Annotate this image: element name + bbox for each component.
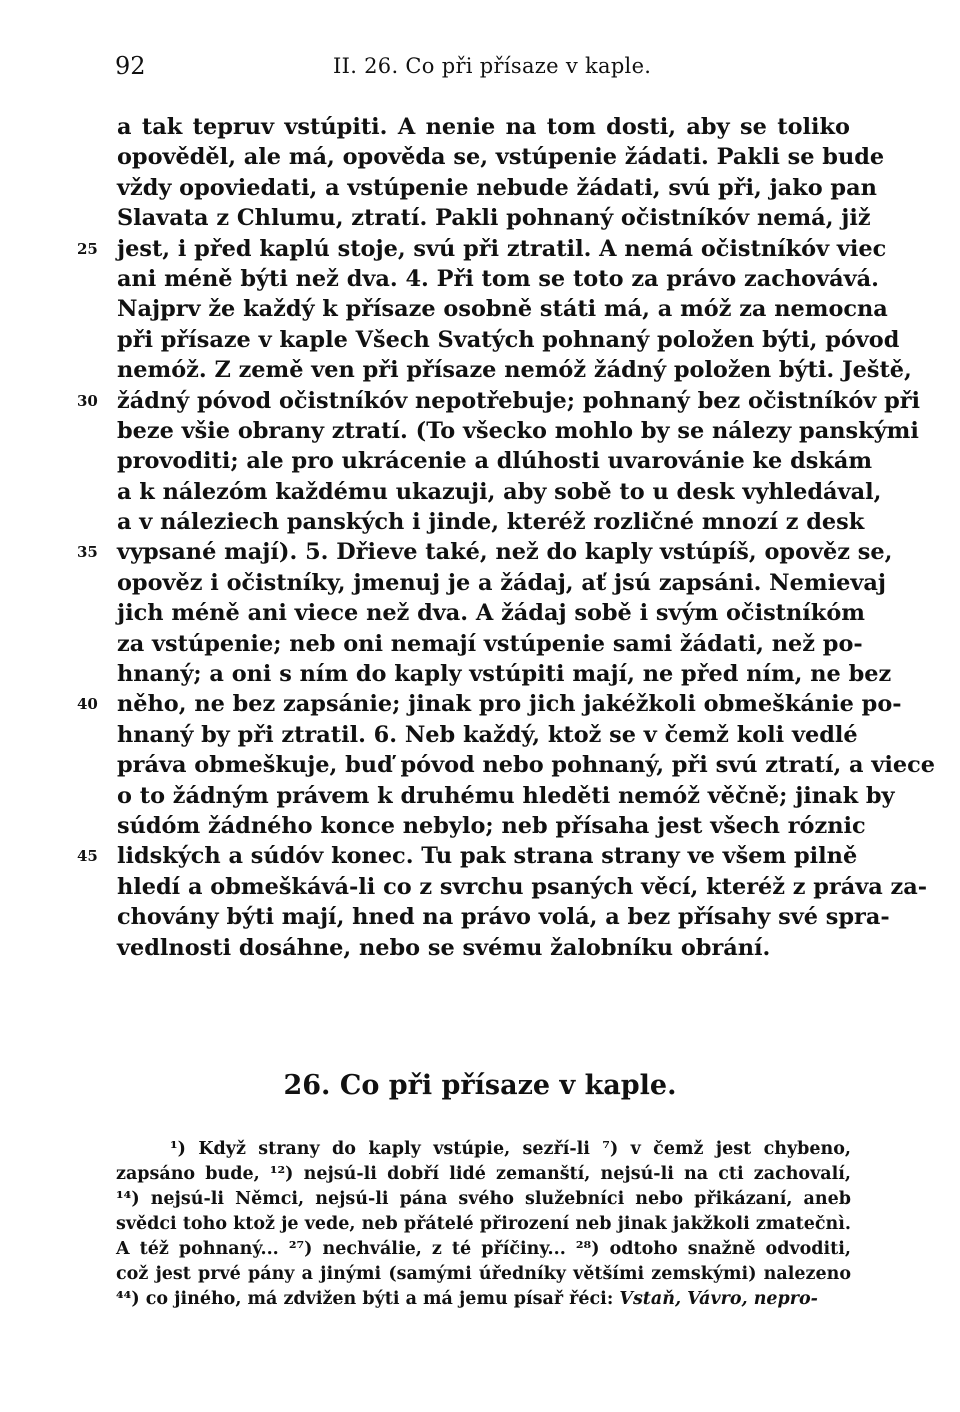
page-number: 92: [115, 52, 146, 80]
footnotes: [116, 1137, 851, 1312]
text-line-numbered: [77, 386, 921, 416]
note-line: ¹) Když strany do kaply vstúpie, sezří-li ⁷) v čemž jest chybeno,: [170, 1139, 851, 1159]
text-line: a tak tepruv vstúpiti. A nenie na tom dosti, aby se toliko: [117, 114, 850, 140]
text-line: nemóž. Z země ven při přísaze nemóž žádný položen býti. Ještě,: [117, 357, 912, 384]
text-line: práva obmeškuje, buď póvod nebo pohnaný, při svú ztratí, a viece: [117, 752, 936, 779]
text-line: vypsané mají). 5. Dřieve také, než do kaply vstúpíš, opověz se,: [117, 539, 893, 566]
text-line-numbered: [77, 234, 887, 264]
text-line: jich méně ani viece než dva. A žádaj sobě i svým očistníkóm: [117, 600, 865, 627]
body-text: [77, 112, 936, 963]
note-line: A též pohnaný... ²⁷) nechválie, z té příčiny... ²⁸) odtoho snažně odvoditi,: [116, 1239, 851, 1259]
note-line: ¹⁴) nejsú-li Němci, nejsú-li pána svého služebníci nebo přikázaní, aneb: [116, 1189, 851, 1209]
line-number: 35: [77, 543, 98, 562]
note-text: ⁴⁴) co jiného, má zdvižen býti a má jemu písař řéci:: [116, 1289, 620, 1309]
line-number: 25: [77, 239, 98, 258]
text-line: hledí a obmeškává-li co z svrchu psaných věcí, kteréž z práva za-: [117, 873, 928, 900]
text-line-numbered: [77, 537, 893, 567]
note-line: zapsáno bude, ¹²) nejsú-li dobří lidé zemanští, nejsú-li na cti zachovalí,: [116, 1164, 851, 1184]
section-heading: 26. Co při přísaze v kaple.: [283, 1070, 677, 1101]
text-line: chovány býti mají, hned na právo volá, a bez přísahy své spra-: [117, 904, 890, 931]
text-line-numbered: [77, 689, 902, 719]
text-line: vedlnosti dosáhne, nebo se svému žalobníku obrání.: [117, 934, 771, 961]
page-header: [115, 52, 850, 82]
text-line: opověz i očistníky, jmenuj je a žádaj, ať jsú zapsáni. Nemievaj: [117, 569, 886, 596]
text-line: ani méně býti než dva. 4. Při tom se toto za právo zachovává.: [117, 265, 879, 292]
text-line: provoditi; ale pro ukrácenie a dlúhosti uvarovánie ke dskám: [117, 448, 873, 475]
text-line: žádný póvod očistníkóv nepotřebuje; pohnaný bez očistníkóv při: [117, 387, 921, 414]
text-line: o to žádným právem k druhému hleděti nemóž věčně; jinak by: [117, 782, 895, 809]
line-number: 40: [77, 695, 98, 714]
text-line: súdóm žádného konce nebylo; neb přísaha jest všech róznic: [117, 812, 866, 839]
text-line-numbered: [77, 841, 858, 871]
text-line: za vstúpenie; neb oni nemají vstúpenie sami žádati, než po-: [117, 630, 863, 657]
line-number: 30: [77, 391, 98, 410]
text-line: hnaný; a oni s ním do kaply vstúpiti mají, ne před ním, ne bez: [117, 661, 892, 688]
text-line: lidských a súdóv konec. Tu pak strana strany ve všem pilně: [117, 843, 858, 870]
note-line: svědci toho ktož je vede, neb přátelé přirození neb jinak jakžkoli zmatečnì.: [116, 1214, 851, 1234]
text-line: opověděl, ale má, opověda se, vstúpenie žádati. Pakli se bude: [117, 144, 885, 171]
note-line: [116, 1287, 851, 1312]
text-line: beze všie obrany ztratí. (To všecko mohlo by se nálezy panskými: [117, 417, 919, 444]
note-italic-text: Vstaň, Vávro, nepro-: [619, 1289, 818, 1309]
text-line: vždy opoviedati, a vstúpenie nebude žádati, svú při, jako pan: [117, 174, 877, 201]
text-line: při přísaze v kaple Všech Svatých pohnaný položen býti, póvod: [117, 326, 900, 353]
text-line: a k nálezóm každému ukazuji, aby sobě to u desk vyhledával,: [117, 478, 882, 505]
line-number: 45: [77, 847, 98, 866]
running-title: II. 26. Co při přísaze v kaple.: [333, 54, 652, 78]
text-line: a v náleziech panských i jinde, kteréž rozličné mnozí z desk: [117, 509, 865, 536]
text-line: něho, ne bez zapsánie; jinak pro jich jakéžkoli obmeškánie po-: [117, 691, 902, 718]
text-line: Slavata z Chlumu, ztratí. Pakli pohnaný očistníkóv nemá, již: [117, 205, 871, 232]
text-line: Najprv že každý k přísaze osobně státi má, a móž za nemocna: [117, 296, 888, 323]
text-line: hnaný by při ztratil. 6. Neb každý, ktož se v čemž koli vedlé: [117, 721, 858, 748]
text-line: jest, i před kaplú stoje, svú při ztratil. A nemá očistníkóv viec: [117, 235, 887, 262]
note-line: což jest prvé pány a jinými (samými úředníky většími zemskými) nalezeno: [116, 1264, 851, 1284]
